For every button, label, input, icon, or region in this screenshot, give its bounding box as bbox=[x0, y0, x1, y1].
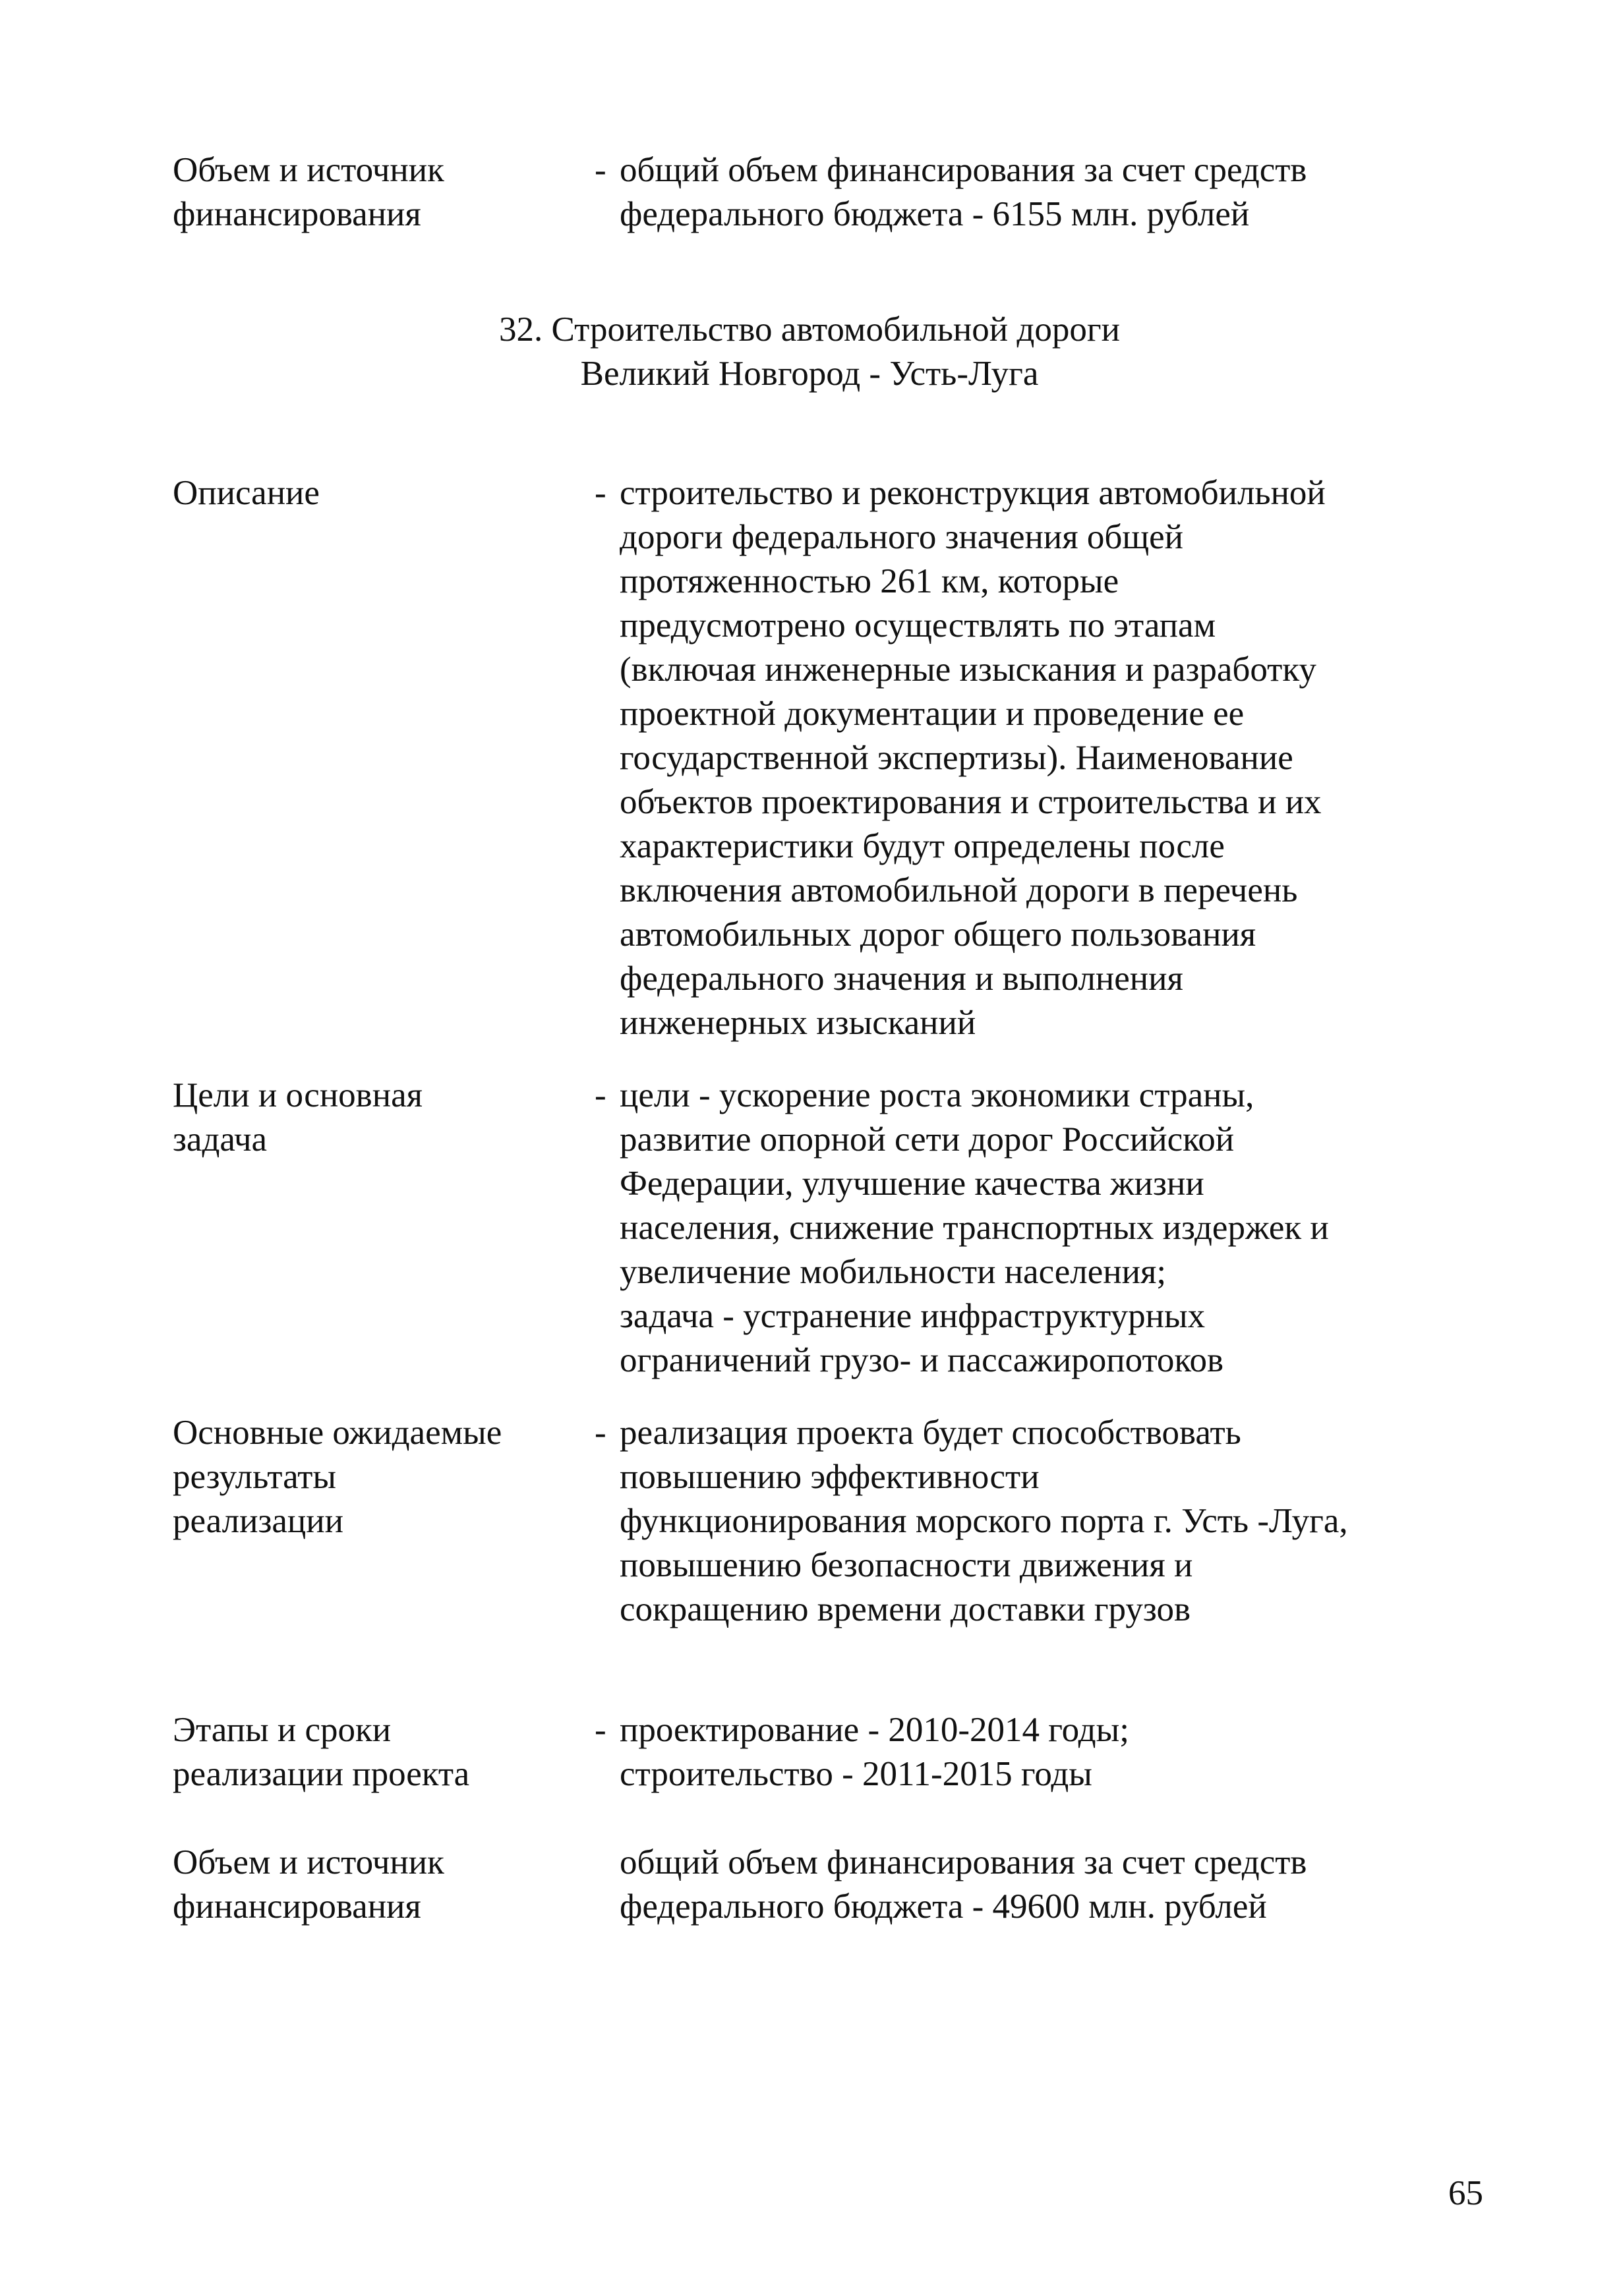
funding-value: общий объем финансирования за счет средств федерального бюджета - 6155 млн. рублей bbox=[620, 151, 1307, 233]
funding-label: Объем и источник финансирования bbox=[173, 1843, 444, 1926]
section-title-line-1: 32. Строительство автомобильной дороги bbox=[499, 310, 1120, 349]
funding-label: Объем и источник финансирования bbox=[173, 151, 444, 233]
page-number: 65 bbox=[1448, 2174, 1483, 2212]
funding-row-bottom bbox=[173, 1841, 1458, 1929]
funding-row-top bbox=[173, 148, 1458, 237]
goals-label: Цели и основная задача bbox=[173, 1076, 423, 1159]
goals-value: цели - ускорение роста экономики страны, развитие опорной сети дорог Российской Федерации, улучшение качества жизни населения, снижение транспортных издержек и увеличение мобильности населения; задача - устранение инфраструктурных ограничений грузо- и пассажиропотоков bbox=[620, 1076, 1329, 1379]
description-row bbox=[173, 471, 1458, 1045]
dash-marker bbox=[595, 1841, 620, 1929]
dash-marker: - bbox=[595, 1076, 606, 1114]
dash-marker: - bbox=[595, 151, 606, 189]
results-row bbox=[173, 1411, 1458, 1632]
stages-value: проектирование - 2010-2014 годы; строительство - 2011-2015 годы bbox=[620, 1711, 1129, 1793]
section-title-line-2: Великий Новгород - Усть-Луга bbox=[580, 355, 1039, 393]
description-label: Описание bbox=[173, 474, 320, 512]
results-value: реализация проекта будет способствовать повышению эффективности функционирования морского порта г. Усть -Луга, повышению безопасности движения и сокращению времени доставки грузов bbox=[620, 1414, 1348, 1628]
section-heading bbox=[0, 308, 1619, 396]
dash-marker: - bbox=[595, 1414, 606, 1452]
stages-label: Этапы и сроки реализации проекта bbox=[173, 1711, 470, 1793]
funding-value: общий объем финансирования за счет средств федерального бюджета - 49600 млн. рублей bbox=[620, 1843, 1307, 1926]
results-label: Основные ожидаемые результаты реализации bbox=[173, 1414, 502, 1540]
goals-row bbox=[173, 1074, 1458, 1383]
dash-marker: - bbox=[595, 1711, 606, 1749]
description-value: строительство и реконструкция автомобильной дороги федерального значения общей протяженностью 261 км, которые предусмотрено осуществлять по этапам (включая инженерные изыскания и разработку проектной документации и проведение ее государственной экспертизы). Наименование объектов проектирования и строительства и их характеристики будут определены после включения автомобильной дороги в перечень автомобильных дорог общего пользования федерального значения и выполнения инженерных изысканий bbox=[620, 474, 1326, 1042]
dash-marker: - bbox=[595, 474, 606, 512]
stages-row bbox=[173, 1708, 1458, 1796]
